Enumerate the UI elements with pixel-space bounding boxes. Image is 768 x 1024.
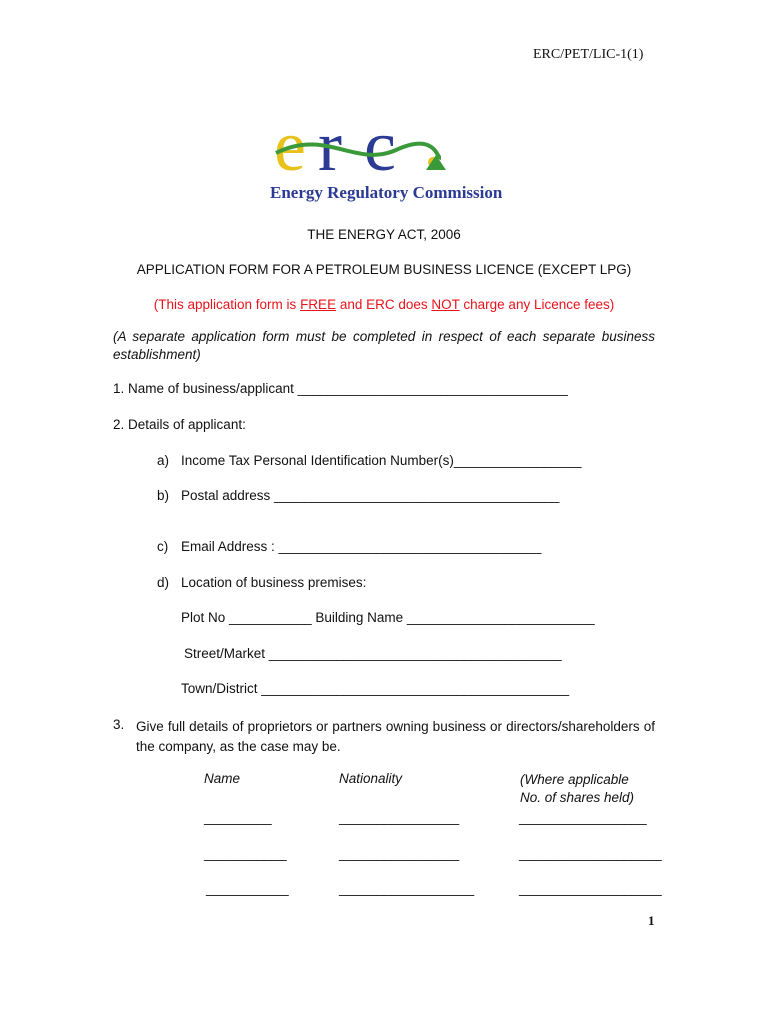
act-title: THE ENERGY ACT, 2006 [307, 227, 461, 242]
notice-post: charge any Licence fees) [459, 297, 615, 312]
erc-logo-graphic [266, 108, 506, 208]
item-b-letter: b) [157, 488, 170, 503]
erc-logo [266, 108, 506, 211]
notice-not: NOT [431, 297, 460, 312]
plot-building-field[interactable]: Plot No ___________ Building Name _________________________ [181, 610, 595, 625]
table-row-1-nationality[interactable]: ________________ [339, 810, 460, 825]
table-row-2-nationality[interactable]: ________________ [339, 846, 460, 861]
page-number: 1 [648, 913, 655, 928]
question-3-number: 3. [113, 717, 125, 732]
table-row-1-shares[interactable]: _________________ [519, 810, 647, 825]
email-field[interactable]: Email Address : ___________________________________ [181, 539, 542, 554]
logo-letter-e: e [274, 108, 306, 186]
table-row-1-name[interactable]: _________ [204, 810, 272, 825]
logo-letter-c: c [364, 108, 396, 186]
table-row-3-nationality[interactable]: __________________ [339, 881, 475, 896]
instruction-text: (A separate application form must be completed in respect of each separate business establishment) [113, 329, 655, 362]
logo-letter-r: r [318, 108, 342, 186]
column-header-nationality: Nationality [339, 771, 403, 786]
column-header-name: Name [204, 771, 241, 786]
table-row-2-shares[interactable]: ___________________ [519, 846, 662, 861]
notice-mid: and ERC does [336, 297, 432, 312]
item-d-letter: d) [157, 575, 170, 590]
question-1[interactable]: 1. Name of business/applicant ____________________________________ [113, 381, 568, 396]
location-label: Location of business premises: [181, 575, 367, 590]
document-reference: ERC/PET/LIC-1(1) [533, 47, 644, 62]
free-notice [0, 297, 768, 312]
question-3-text: Give full details of proprietors or partners owning business or directors/shareholders of the company, as the case may be. [136, 719, 655, 754]
table-row-2-name[interactable]: ___________ [204, 846, 287, 861]
tax-pin-field[interactable]: Income Tax Personal Identification Number(s)_________________ [181, 453, 582, 468]
table-row-3-shares[interactable]: ___________________ [519, 881, 662, 896]
notice-free: FREE [300, 297, 337, 312]
form-title: APPLICATION FORM FOR A PETROLEUM BUSINESS LICENCE (EXCEPT LPG) [136, 262, 632, 277]
notice-pre: (This application form is [153, 297, 301, 312]
street-market-field[interactable]: Street/Market _______________________________________ [184, 646, 562, 661]
question-2: 2. Details of applicant: [113, 417, 246, 432]
logo-org-name: Energy Regulatory Commission [270, 183, 503, 202]
postal-address-field[interactable]: Postal address ______________________________________ [181, 488, 560, 503]
town-district-field[interactable]: Town/District _________________________________________ [181, 681, 570, 696]
table-row-3-name[interactable]: ___________ [206, 881, 289, 896]
item-a-letter: a) [157, 453, 170, 468]
item-c-letter: c) [157, 539, 169, 554]
column-header-shares: (Where applicable No. of shares held) [520, 772, 635, 805]
